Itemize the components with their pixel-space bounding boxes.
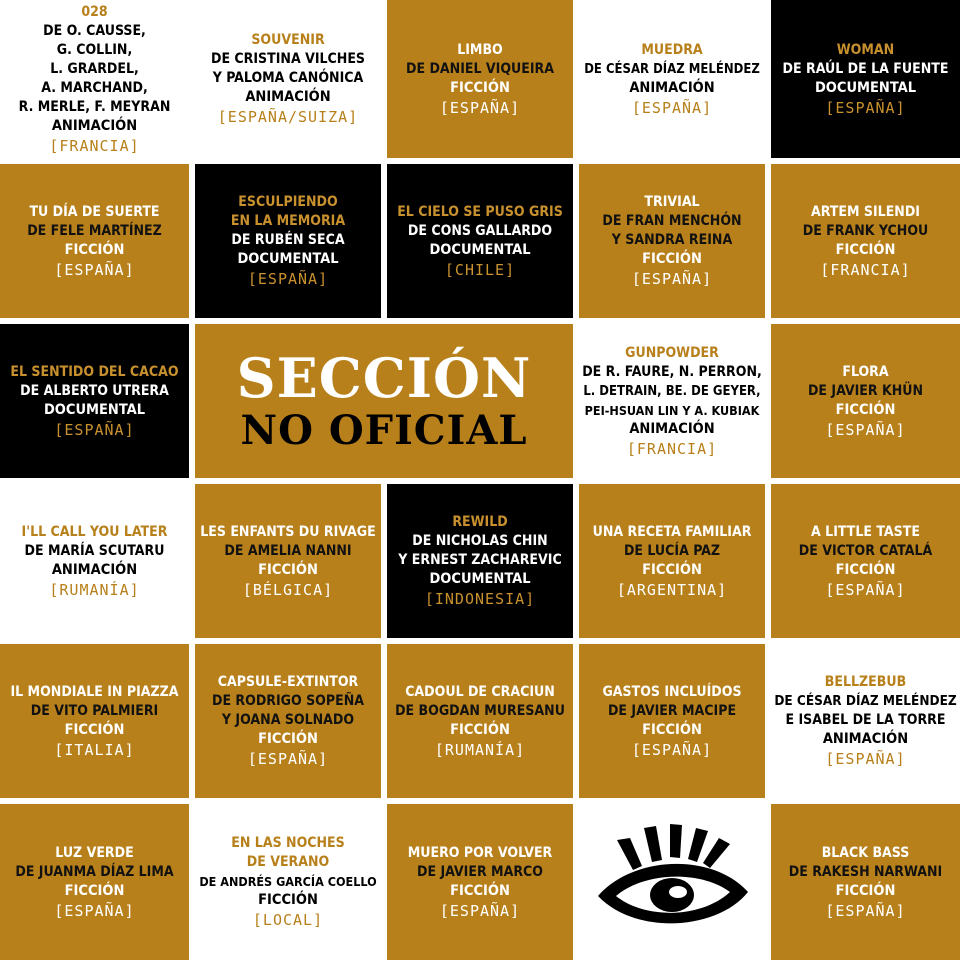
film-category: ANIMACIÓN: [629, 79, 715, 96]
film-country: [CHILE]: [444, 260, 516, 279]
film-title: IL MONDIALE IN PIAZZA: [10, 683, 179, 700]
film-category: FICCIÓN: [64, 882, 125, 899]
film-title: 028: [81, 3, 108, 20]
film-title: MUEDRA: [641, 41, 703, 58]
film-category: FICCIÓN: [64, 721, 125, 738]
film-card: [0, 644, 189, 798]
film-title: CAPSULE-EXTINTOR: [217, 674, 359, 690]
film-director: DE VICTOR CATALÁ: [798, 542, 933, 559]
film-director: DE CONS GALLARDO: [407, 222, 553, 239]
film-director: DE BOGDAN MURESANU: [395, 702, 565, 719]
film-card: [0, 484, 189, 638]
film-title: DE VERANO: [246, 854, 330, 870]
film-country: [ESPAÑA]: [825, 98, 906, 117]
film-director: DE FRANK YCHOU: [802, 222, 929, 239]
film-director: DE RAÚL DE LA FUENTE: [782, 60, 949, 77]
film-category: DOCUMENTAL: [814, 79, 917, 96]
film-category: ANIMACIÓN: [245, 89, 331, 105]
film-category: DOCUMENTAL: [429, 241, 531, 258]
film-title: FLORA: [842, 363, 889, 380]
film-country: [ESPAÑA]: [439, 901, 521, 920]
film-category: FICCIÓN: [258, 561, 318, 578]
film-director: DE R. FAURE, N. PERRON,: [582, 363, 762, 380]
film-director: DE RUBÉN SECA: [231, 232, 345, 248]
section-heading: [195, 324, 573, 478]
film-card: [771, 164, 960, 318]
film-director: E ISABEL DE LA TORRE: [785, 712, 946, 728]
film-country: [FRANCIA]: [626, 439, 718, 458]
film-director: Y PALOMA CANÓNICA: [212, 70, 364, 86]
film-country: [ESPAÑA]: [247, 750, 329, 768]
film-country: [ESPAÑA]: [825, 580, 906, 599]
film-country: [BÉLGICA]: [242, 580, 334, 599]
film-title: LES ENFANTS DU RIVAGE: [200, 523, 376, 540]
film-title: EL SENTIDO DEL CACAO: [10, 363, 179, 380]
film-card: [387, 164, 573, 318]
film-card: [771, 804, 960, 960]
film-director: Y JOANA SOLNADO: [221, 712, 355, 728]
film-director: DE MARÍA SCUTARU: [24, 542, 165, 559]
film-director: DE VITO PALMIERI: [30, 702, 159, 719]
film-card: [387, 484, 573, 638]
film-title: A LITTLE TASTE: [811, 523, 920, 540]
film-title: EN LAS NOCHES: [231, 835, 345, 851]
film-category: FICCIÓN: [835, 241, 896, 258]
eye-logo-icon: [592, 822, 752, 942]
film-country: [ESPAÑA]: [825, 420, 906, 439]
film-country: [FRANCIA]: [49, 136, 140, 155]
film-country: [ESPAÑA]: [631, 270, 713, 288]
film-title: BLACK BASS: [821, 844, 910, 861]
film-category: ANIMACIÓN: [629, 420, 715, 437]
film-card: [579, 484, 765, 638]
film-country: [ESPAÑA]: [631, 98, 713, 117]
film-director: DE JUANMA DÍAZ LIMA: [15, 863, 174, 880]
film-director: DE CÉSAR DÍAZ MELÉNDEZ: [584, 61, 760, 77]
film-country: [INDONESIA]: [424, 590, 536, 608]
film-category: FICCIÓN: [642, 251, 702, 267]
film-director: DE ALBERTO UTRERA: [20, 382, 169, 399]
film-category: FICCIÓN: [64, 241, 125, 258]
film-category: ANIMACIÓN: [51, 561, 138, 578]
film-title: CADOUL DE CRACIUN: [405, 683, 555, 700]
film-card: [195, 484, 381, 638]
film-card: [0, 804, 189, 960]
film-country: [ITALIA]: [54, 740, 135, 759]
film-country: [ESPAÑA]: [825, 901, 906, 920]
film-category: FICCIÓN: [258, 731, 318, 747]
film-card: [195, 644, 381, 798]
film-category: FICCIÓN: [835, 882, 896, 899]
film-country: [ESPAÑA]: [631, 740, 713, 759]
film-title: ARTEM SILENDI: [810, 203, 920, 220]
film-country: [ESPAÑA]: [439, 98, 521, 117]
film-director: DE AMELIA NANNI: [224, 542, 352, 559]
film-category: DOCUMENTAL: [237, 251, 339, 267]
film-card: [579, 0, 765, 158]
film-title: I'LL CALL YOU LATER: [21, 523, 168, 540]
film-card: [195, 804, 381, 960]
film-director: PEI-HSUAN LIN Y A. KUBIAK: [584, 402, 760, 418]
film-category: FICCIÓN: [835, 401, 896, 418]
film-country: [ESPAÑA]: [54, 901, 135, 920]
film-country: [ESPAÑA]: [825, 750, 906, 768]
film-category: FICCIÓN: [450, 79, 510, 96]
film-country: [RUMANÍA]: [434, 740, 526, 759]
film-country: [LOCAL]: [252, 911, 324, 929]
film-director: DE FRAN MENCHÓN: [602, 213, 742, 229]
film-card: [195, 164, 381, 318]
film-card: [0, 164, 189, 318]
film-director: DE JAVIER KHÜN: [807, 382, 924, 399]
film-title: TU DÍA DE SUERTE: [29, 203, 160, 220]
film-card: [195, 0, 381, 158]
film-director: DE NICHOLAS CHIN: [412, 533, 548, 549]
film-director: L. DETRAIN, BE. DE GEYER,: [583, 383, 761, 399]
film-title: UNA RECETA FAMILIAR: [592, 523, 752, 540]
film-director: G. COLLIN,: [56, 41, 133, 58]
film-director: DE O. CAUSSE,: [43, 22, 146, 39]
film-title: EN LA MEMORIA: [230, 213, 346, 229]
film-country: [RUMANÍA]: [49, 580, 140, 599]
film-director: A. MARCHAND,: [41, 79, 148, 96]
film-card: [771, 644, 960, 798]
film-card: [579, 324, 765, 478]
film-category: FICCIÓN: [642, 561, 702, 578]
film-director: R. MERLE, F. MEYRAN: [18, 98, 171, 115]
film-title: EL CIELO SE PUSO GRIS: [397, 203, 563, 220]
film-card: [0, 0, 189, 158]
film-director: DE JAVIER MARCO: [417, 863, 543, 880]
film-card: [771, 0, 960, 158]
film-title: LIMBO: [457, 41, 503, 58]
film-director: DE ANDRÉS GARCÍA COELLO: [199, 874, 377, 889]
heading-line-2: NO OFICIAL: [240, 407, 528, 454]
film-director: DE JAVIER MACIPE: [607, 702, 737, 719]
film-director: DE RAKESH NARWANI: [788, 863, 943, 880]
film-category: ANIMACIÓN: [822, 731, 909, 747]
film-card: [0, 324, 189, 478]
film-director: DE CÉSAR DÍAZ MELÉNDEZ: [774, 693, 957, 709]
film-title: LUZ VERDE: [55, 844, 134, 861]
film-director: DE DANIEL VIQUEIRA: [406, 60, 554, 77]
film-card: [771, 324, 960, 478]
film-category: FICCIÓN: [450, 721, 510, 738]
film-card: [387, 0, 573, 158]
film-title: BELLZEBUB: [824, 674, 907, 690]
film-director: L. GRARDEL,: [50, 60, 139, 77]
film-title: WOMAN: [836, 41, 895, 58]
film-category: FICCIÓN: [258, 892, 318, 908]
film-director: DE FELE MARTÍNEZ: [27, 222, 162, 239]
film-director: DE RODRIGO SOPEÑA: [211, 693, 365, 709]
film-country: [FRANCIA]: [820, 260, 911, 279]
heading-line-1: SECCIÓN: [236, 346, 532, 410]
film-category: FICCIÓN: [450, 882, 510, 899]
film-category: FICCIÓN: [835, 561, 896, 578]
film-card: [387, 644, 573, 798]
film-country: [ARGENTINA]: [616, 580, 728, 599]
film-title: SOUVENIR: [251, 32, 325, 48]
film-director: Y SANDRA REINA: [611, 232, 733, 248]
film-country: [ESPAÑA]: [247, 270, 329, 288]
film-director: DE LUCÍA PAZ: [623, 542, 721, 559]
film-card: [579, 164, 765, 318]
film-card: [387, 804, 573, 960]
film-title: GASTOS INCLUÍDOS: [602, 683, 742, 700]
film-category: DOCUMENTAL: [429, 571, 531, 587]
film-title: TRIVIAL: [644, 194, 700, 210]
film-title: ESCULPIENDO: [238, 194, 338, 210]
film-category: ANIMACIÓN: [51, 117, 138, 134]
film-card: [579, 644, 765, 798]
film-country: [ESPAÑA]: [54, 420, 135, 439]
film-category: FICCIÓN: [642, 721, 702, 738]
eye-logo-cell: [579, 804, 765, 960]
film-director: DE CRISTINA VILCHES: [210, 51, 365, 67]
film-title: GUNPOWDER: [625, 344, 719, 361]
film-country: [ESPAÑA]: [54, 260, 135, 279]
film-title: MUERO POR VOLVER: [407, 844, 553, 861]
film-card: [771, 484, 960, 638]
film-director: Y ERNEST ZACHAREVIC: [398, 552, 562, 568]
film-country: [ESPAÑA/SUIZA]: [217, 108, 359, 126]
film-category: DOCUMENTAL: [43, 401, 146, 418]
film-title: REWILD: [452, 514, 508, 530]
